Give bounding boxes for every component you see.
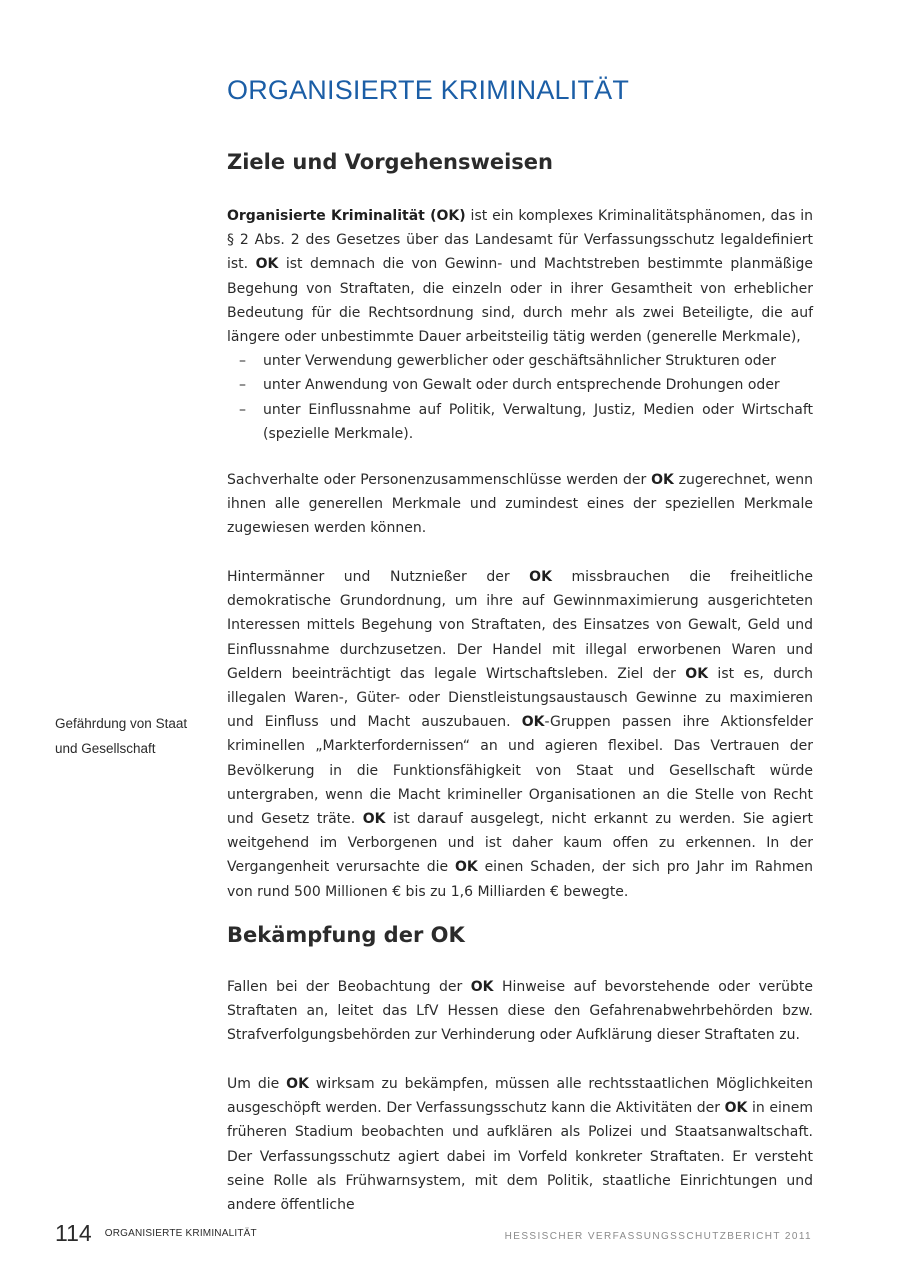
- dash-bullet: –: [239, 353, 246, 370]
- p3-seg: OK: [529, 569, 552, 585]
- page-number: 114: [55, 1220, 92, 1246]
- list-item: [227, 349, 813, 373]
- criteria-list: [227, 349, 813, 446]
- footer-left: [55, 1220, 257, 1247]
- p3-seg: OK: [521, 714, 545, 731]
- paragraph-hinweise: [227, 975, 813, 1048]
- paragraph-gefaehrdung: [227, 565, 813, 904]
- running-title: ORGANISIERTE KRIMINALITÄT: [104, 1228, 257, 1239]
- p1-seg: ist demnach die von Gewinn- und Machtstreben bestimmte planmäßige Begehung von Straftaten, die einzeln oder in ihrer Gesamtheit von erheblicher Bedeutung für die Rechtsordnung sind, durch mehr als zwei Beteiligte, die auf längere oder unbestimmte Dauer arbeitsteilig tätig werden (generelle Merkmale),: [227, 256, 813, 346]
- list-item-text: unter Einflussnahme auf Politik, Verwaltung, Justiz, Medien oder Wirtschaft (spezielle Merkmale).: [263, 401, 813, 442]
- list-item-text: unter Verwendung gewerblicher oder geschäftsähnlicher Strukturen oder: [263, 353, 777, 370]
- section-title: ORGANISIERTE KRIMINALITÄT: [227, 75, 630, 105]
- heading-ziele: Ziele und Vorgehensweisen: [227, 150, 554, 174]
- p3-seg: ist es, durch illegalen Waren-, Güter- oder Dienstleistungsaustausch Gewinne zu maximieren und Einfluss und Macht auszubauen.: [227, 665, 813, 731]
- p5-seg: Um die: [227, 1076, 287, 1092]
- list-item: [227, 373, 813, 397]
- p5-seg: wirksam zu bekämpfen, müssen alle rechtsstaatlichen Möglichkeiten ausgeschöpft werden. Der Verfassungsschutz kann die Aktivitäten der: [227, 1076, 813, 1117]
- p2-seg: OK: [651, 472, 674, 488]
- p3-seg: OK: [454, 859, 478, 876]
- paragraph-fruehwarnsystem: [227, 1072, 813, 1217]
- p3-seg: ist darauf ausgelegt, nicht erkannt zu werden. Sie agiert weitgehend im Verborgenen und ist daher kaum offen zu erkennen. In der Vergangenheit verursachte die: [227, 811, 813, 876]
- p1-seg: ist ein komplexes Kriminalitätsphänomen, das in § 2 Abs. 2 des Gesetzes über das Landesamt für Verfassungsschutz legaldefiniert ist.: [227, 208, 813, 273]
- paragraph-zurechnung: [227, 468, 813, 541]
- p3-seg: OK: [685, 665, 709, 682]
- p1-seg: Organisierte Kriminalität (OK): [227, 208, 466, 224]
- p3-seg: OK: [362, 811, 386, 828]
- heading-bekaempfung: Bekämpfung der OK: [227, 923, 465, 947]
- dash-bullet: –: [239, 377, 246, 394]
- p2-seg: Sachverhalte oder Personenzusammenschlüsse werden der: [227, 472, 652, 488]
- paragraph-text: [227, 975, 813, 1048]
- p4-seg: Fallen bei der Beobachtung der: [227, 979, 471, 995]
- paragraph-text: [227, 468, 813, 541]
- margin-note-line: und Gesellschaft: [55, 741, 156, 756]
- p4-seg: Hinweise auf bevorstehende oder verübte Straftaten an, leitet das LfV Hessen diese den Gefahrenabwehrbehörden bzw. Strafverfolgungsbehörden zur Verhinderung oder Aufklärung dieser Straftaten zu.: [227, 979, 813, 1044]
- section-ziele-body: [227, 204, 813, 446]
- p2-seg: zugerechnet, wenn ihnen alle generellen Merkmale und zumindest eines der speziellen Merkmale zugewiesen werden können.: [227, 472, 813, 537]
- paragraph-text: [227, 565, 813, 904]
- paragraph-text: [227, 1072, 813, 1217]
- p3-seg: Hintermänner und Nutznießer der: [227, 569, 530, 585]
- p3-seg: -Gruppen passen ihre Aktionsfelder kriminellen „Markterfordernissen“ an und agieren flexibel. Das Vertrauen der Bevölkerung in die Funktionsfähigkeit von Staat und Gesellschaft würde untergraben, wenn die Macht krimineller Organisationen an die Stelle von Recht und Gesetz träte.: [227, 714, 813, 828]
- dash-bullet: –: [239, 401, 246, 418]
- list-item: [227, 398, 813, 446]
- p3-seg: einen Schaden, der sich pro Jahr im Rahmen von rund 500 Millionen € bis zu 1,6 Milliarden € bewegte.: [227, 859, 814, 900]
- report-title: HESSISCHER VERFASSUNGSSCHUTZBERICHT 2011: [504, 1231, 812, 1242]
- p5-seg: in einem früheren Stadium beobachten und aufklären als Polizei und Staatsanwaltschaft. Der Verfassungsschutz agiert dabei im Vorfeld konkreter Straftaten. Er versteht seine Rolle als Frühwarnsystem, mit dem Politik, staatliche Einrichtungen und andere öffentliche: [227, 1100, 813, 1214]
- paragraph-definition: [227, 204, 813, 349]
- p3-seg: missbrauchen die freiheitliche demokratische Grundordnung, um ihre auf Gewinnmaximierung ausgerichteten Interessen mittels Begehung von Straftaten, des Einsatzes von Gewalt, Geld und Einflussnahme durchzusetzen. Der Handel mit illegal erworbenen Waren und Geldern beeinträchtigt das legale Wirtschaftsleben. Ziel der: [227, 569, 814, 682]
- p4-seg: OK: [470, 979, 494, 995]
- p5-seg: OK: [724, 1100, 748, 1117]
- list-item-text: unter Anwendung von Gewalt oder durch entsprechende Drohungen oder: [263, 377, 780, 394]
- margin-note-line: Gefährdung von Staat: [55, 716, 188, 731]
- p1-seg: OK: [255, 256, 279, 273]
- margin-note: [55, 711, 215, 761]
- p5-seg: OK: [286, 1076, 309, 1092]
